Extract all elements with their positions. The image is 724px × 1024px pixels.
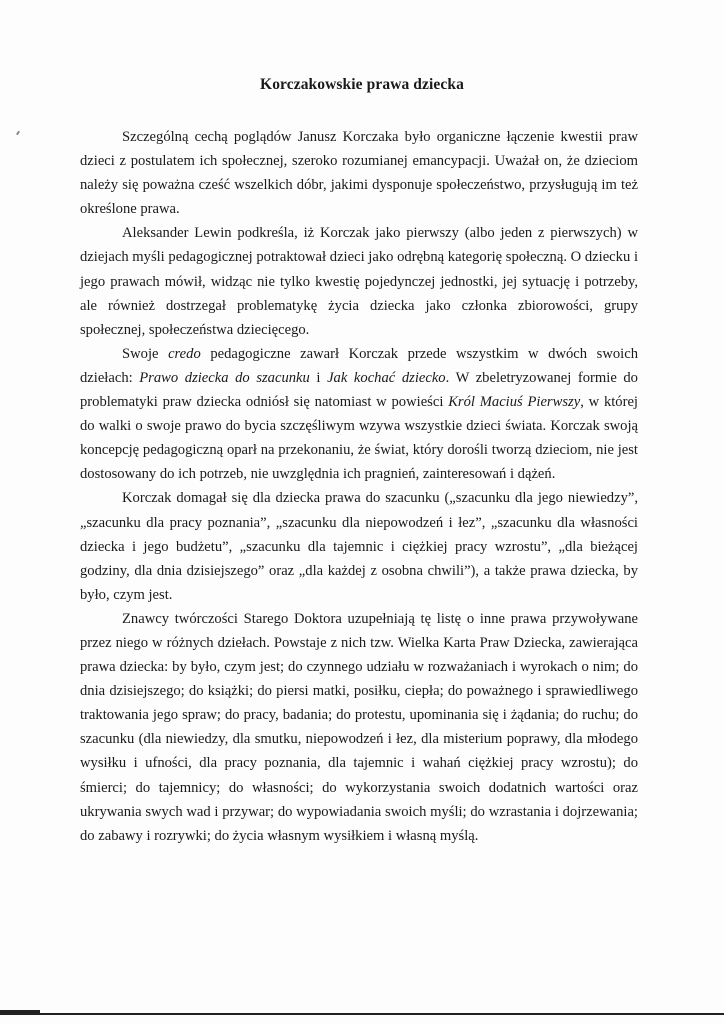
- paragraph-2: Aleksander Lewin podkreśla, iż Korczak jako pierwszy (albo jeden z pierwszych) w dziejach myśli pedagogicznej potraktował dzieci jako odrębną kategorię społeczną. O dziecku i jego prawach mówił, widząc nie tylko kwestię pojedynczej jednostki, jej sytuację i potrzeby, ale również dostrzegał problematykę życia dziecka jako członka zbiorowości, grupy społecznej, społeczeństwa dziecięcego.: [80, 225, 638, 338]
- page-title: Korczakowskie prawa dziecka: [260, 76, 464, 93]
- paragraph-3-text-e: i: [309, 369, 328, 386]
- paragraph-5: Znawcy twórczości Starego Doktora uzupełniają tę listę o inne prawa przywoływane przez niego w różnych dziełach. Powstaje z nich tzw. Wielka Karta Praw Dziecka, zawierająca prawa dziecka: by było, czym jest; do czynnego udziału w rozważaniach i wyrokach o nim; do dnia dzisiejszego; do książki; do piersi matki, posiłku, ciepła; do poważnego i sprawiedliwego traktowania jego spraw; do pracy, badania; do protestu, upominania się i żądania; do ruchu; do szacunku (dla niewiedzy, dla smutku, niepowodzeń i łez, dla misterium poprawy, dla młodego wysiłku i ufności, dla pracy poznania, dla tajemnic i wahań ciężkiej pracy wzrostu); do śmierci; do tajemnicy; do własności; do wykorzystania swoich dodatnich wartości oraz ukrywania swych wad i przywar; do wypowiadania swoich myśli; do wzrastania i dojrzewania; do zabawy i rozrywki; do życia własnym wysiłkiem i własną myślą.: [80, 610, 638, 844]
- scan-mark: [16, 131, 20, 135]
- paragraph-3-text-c: pedagogiczne zawarł Korczak przede wszystkim w dwóch swoich dziełach:: [80, 345, 638, 386]
- document-body: [80, 125, 638, 848]
- paragraph-3: [80, 342, 638, 487]
- paragraph-3-text-g: . W zbeletryzowanej formie do problematyki praw dziecka odniósł się natomiast w powieści: [80, 369, 638, 411]
- page-bottom-rule: [0, 1013, 724, 1015]
- paragraph-3-text-a: Swoje: [122, 345, 169, 362]
- book-title-krol-macius: Król Maciuś Pierwszy: [448, 394, 581, 411]
- paragraph-3-text-i: , w której do walki o swoje prawo do bycia szczęśliwym wzywa wszystkie dzieci świata. Korczak swoją koncepcję pedagogiczną oparł na przekonaniu, że świat, który dorośli tworzą dzieciom, nie jest dostosowany do ich potrzeb, nie uwzględnia ich pragnień, zainteresowań i dążeń.: [80, 394, 638, 483]
- book-title-jak-kochac: Jak kochać dziecko: [327, 369, 446, 386]
- paragraph-4: Korczak domagał się dla dziecka prawa do szacunku („szacunku dla jego niewiedzy”, „szacunku dla pracy poznania”, „szacunku dla niepowodzeń i łez”, „szacunku dla własności dziecka i jego budżetu”, „szacunku dla tajemnic i ciężkiej pracy wzrostu”, „dla bieżącej godziny, dla dnia dzisiejszego” oraz „dla każdej z osobna chwili”), a także prawa dziecka, by było, czym jest.: [80, 490, 638, 603]
- credo-italic: credo: [168, 345, 201, 362]
- book-title-prawo-dziecka: Prawo dziecka do szacunku: [139, 369, 310, 386]
- paragraph-1: Szczególną cechą poglądów Janusz Korczaka było organiczne łączenie kwestii praw dzieci z postulatem ich społecznej, szeroko rozumianej emancypacji. Uważał on, że dzieciom należy się poważna cześć wszelkich dóbr, jakimi dysponuje społeczeństwo, przysługują im też określone prawa.: [80, 129, 638, 218]
